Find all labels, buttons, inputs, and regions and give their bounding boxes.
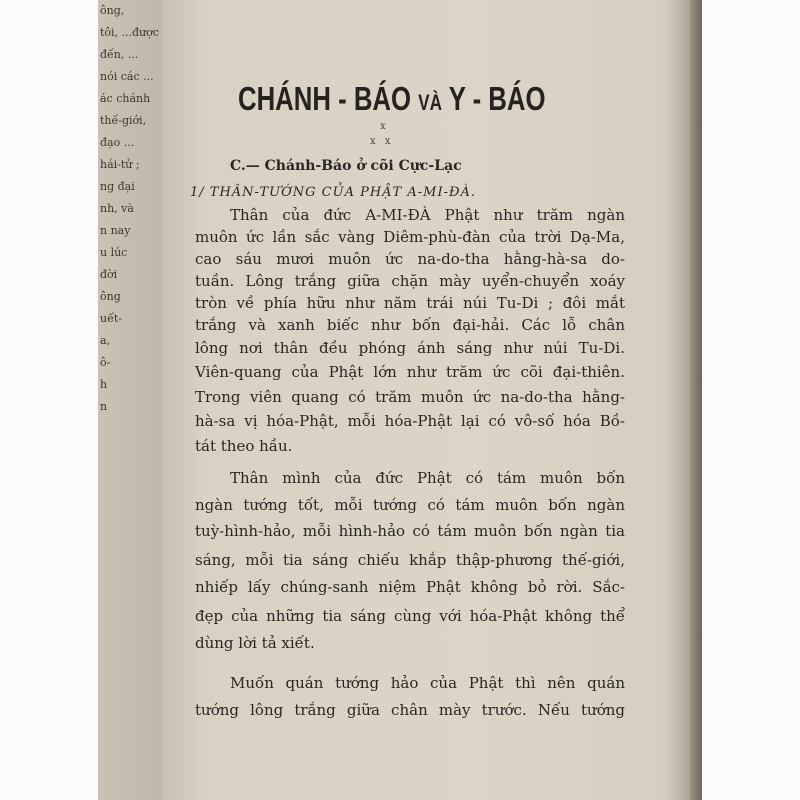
text-line: ngàn tướng tốt, mỗi tướng có tám muôn bốn ngàn [195,496,625,514]
left-page-fragment: ông [100,290,121,303]
text-line: trắng và xanh biếc như bốn đại-hải. Các lỗ chân [195,316,625,334]
left-page-fragment: ô- [100,356,111,369]
chapter-title [238,80,545,122]
left-page-fragment: tôi, ...được [100,26,159,39]
text-line: Muốn quán tướng hảo của Phật thì nên quán [230,674,625,692]
left-page-fragment: đời [100,268,118,281]
left-page-fragment: n [100,400,108,413]
text-line: Viên-quang của Phật lớn như trăm ức cõi đại-thiên. [195,363,625,381]
left-page-fragment: n nay [100,224,131,237]
subheading: 1/ THÂN-TƯỚNG CỦA PHẬT A-MI-ĐÀ. [190,185,476,200]
text-line: Trong viên quang có trăm muôn ức na-do-tha hằng- [195,388,625,406]
text-line: muôn ức lần sắc vàng Diêm-phù-đàn của trời Dạ-Ma, [195,228,625,246]
text-line: tát theo hầu. [195,437,293,455]
left-page-fragment: thế-giới, [100,114,147,127]
ornament-top: x [380,121,386,132]
title-part-2: VÀ [418,90,443,115]
left-page-fragment: h [100,378,108,391]
text-line: tuỳ-hình-hảo, mỗi hình-hảo có tám muôn bốn ngàn tia [195,522,625,540]
left-page-fragment: nh, và [100,202,134,215]
text-line: tuần. Lông trắng giữa chặn mày uyển-chuyển xoáy [195,272,625,290]
left-page-fragment: uết- [100,312,122,325]
text-line: sáng, mỗi tia sáng chiếu khắp thập-phương thế-giới, [195,551,625,569]
text-line: nhiếp lấy chúng-sanh niệm Phật không bỏ rời. Sắc- [195,578,625,596]
text-line: Thân mình của đức Phật có tám muôn bốn [230,469,625,487]
text-line: đẹp của những tia sáng cùng với hóa-Phật không thể [195,607,625,625]
left-page-fragment: hái-tử ; [100,158,140,171]
left-page-fragment: nói các ... [100,70,154,83]
text-line: lông nơi thân đều phóng ánh sáng như núi Tu-Di. [195,339,625,357]
title-part-3: Y - BÁO [448,80,546,117]
left-page-fragment: ác chánh [100,92,151,105]
left-page-fragment: đến, ... [100,48,139,61]
text-line: cao sáu mươi muôn ức na-do-tha hằng-hà-sa do- [195,250,625,268]
left-page-fragment: ông, [100,4,125,17]
text-line: tròn về phía hữu như năm trái núi Tu-Di ; đôi mắt [195,294,625,312]
left-page-fragment: a, [100,334,111,347]
left-page-fragment: u lúc [100,246,128,259]
left-page-fragment: ng đại [100,180,135,193]
text-line: Thân của đức A-MI-ĐÀ Phật như trăm ngàn [230,206,625,224]
section-heading: C.— Chánh-Báo ở cõi Cực-Lạc [230,158,462,174]
text-line: tướng lông trắng giữa chân mày trước. Nếu tướng [195,701,625,719]
left-page-text [100,0,190,800]
text-line: hà-sa vị hóa-Phật, mỗi hóa-Phật lại có vô-số hóa Bồ- [195,412,625,430]
title-part-1: CHÁNH - BÁO [238,80,412,117]
left-page-fragment: đạo ... [100,136,135,149]
text-line: dùng lời tả xiết. [195,634,315,652]
page-edge [690,0,702,800]
ornament-bottom: x x [370,136,394,147]
